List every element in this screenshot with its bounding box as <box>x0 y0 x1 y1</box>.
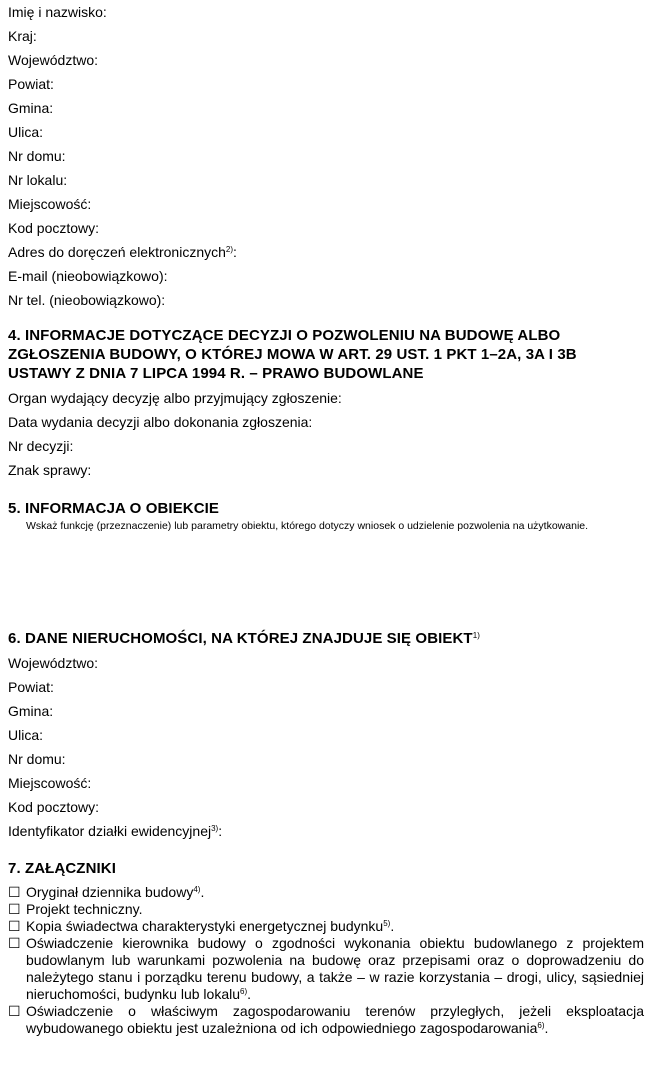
footnote-ref: 6) <box>240 987 248 996</box>
field-kod-pocztowy[interactable]: Kod pocztowy: <box>8 220 100 236</box>
section4-title: 4. INFORMACJE DOTYCZĄCE DECYZJI O POZWOLENIU NA BUDOWĘ ALBO ZGŁOSZENIA BUDOWY, O KTÓREJ MOWA W ART. 29 UST. 1 PKT 1–2A, 3A I 3B USTAWY Z DNIA 7 LIPCA 1994 R. – PRAWO BUDOWLANE <box>8 327 577 382</box>
attachment-item: ☐ Projekt techniczny. <box>8 901 143 917</box>
field-identyfikator-dzialki[interactable]: Identyfikator działki ewidencyjnej$^{3)}$: <box>8 823 223 839</box>
section7 <box>8 859 644 1037</box>
field-kod-pocztowy-nieruchomosci[interactable]: Kod pocztowy: <box>8 799 100 815</box>
footnote-ref: 4) <box>193 885 201 894</box>
field-imie-nazwisko[interactable]: Imię i nazwisko: <box>8 4 107 20</box>
footnote-ref: 2) <box>225 245 234 254</box>
field-ulica-nieruchomosci[interactable]: Ulica: <box>8 727 44 743</box>
section6 <box>8 629 644 843</box>
section5 <box>8 499 644 629</box>
section5-title: 5. INFORMACJA O OBIEKCIE <box>8 500 220 517</box>
checkbox-icon[interactable]: ☐ <box>8 884 21 900</box>
attachment-item: ☐ Kopia świadectwa charakterystyki energetycznej budynku$^{5)}$. <box>8 918 395 934</box>
section5-hint: Wskaż funkcję (przeznaczenie) lub parametry obiektu, którego dotyczy wniosek o udzielenie pozwolenia na użytkowanie. <box>26 520 589 532</box>
field-kraj[interactable]: Kraj: <box>8 28 37 44</box>
attachment-item: ☐ Oświadczenie kierownika budowy o zgodności wykonania obiektu budowlanego z projektem budowlanym lub warunkami pozwolenia na budowę oraz przepisami oraz o doprowadzeniu do należytego stanu i porządku terenu budowy, a także – w razie korzystania – drogi, ulicy, sąsiedniej nieruchomości, budynku lub lokalu$^{6)}$. <box>8 935 644 1002</box>
attachment-item: ☐ Oryginał dziennika budowy$^{4)}$. <box>8 884 205 900</box>
section4 <box>8 326 644 482</box>
field-nr-tel[interactable]: Nr tel. (nieobowiązkowo): <box>8 292 166 308</box>
field-wojewodztwo-nieruchomosci[interactable]: Województwo: <box>8 655 99 671</box>
field-adres-doreczen[interactable]: Adres do doręczeń elektronicznych$^{2)}$: <box>8 244 237 260</box>
checkbox-icon[interactable]: ☐ <box>8 1003 21 1019</box>
attachments-list <box>8 884 644 1037</box>
section5-input-area[interactable] <box>8 533 644 623</box>
attachment-item: ☐ Oświadczenie o właściwym zagospodarowaniu terenów przyległych, jeżeli eksploatacja wybudowanego obiektu jest uzależniona od ich odpowiedniego zagospodarowania$^{6)}$. <box>8 1003 644 1036</box>
field-gmina-nieruchomosci[interactable]: Gmina: <box>8 703 54 719</box>
section6-title: 6. DANE NIERUCHOMOŚCI, NA KTÓREJ ZNAJDUJE SIĘ OBIEKT$^{1)}$ <box>8 630 481 647</box>
section3-fields <box>8 0 644 312</box>
footnote-ref: 5) <box>383 919 391 928</box>
checkbox-icon[interactable]: ☐ <box>8 935 21 951</box>
footnote-ref: 6) <box>537 1021 545 1030</box>
footnote-ref: 3) <box>211 824 219 833</box>
section7-title: 7. ZAŁĄCZNIKI <box>8 860 116 877</box>
field-powiat[interactable]: Powiat: <box>8 76 54 92</box>
field-gmina[interactable]: Gmina: <box>8 100 54 116</box>
checkbox-icon[interactable]: ☐ <box>8 918 21 934</box>
field-ulica[interactable]: Ulica: <box>8 124 44 140</box>
field-powiat-nieruchomosci[interactable]: Powiat: <box>8 679 54 695</box>
field-nr-domu-nieruchomosci[interactable]: Nr domu: <box>8 751 66 767</box>
footnote-ref: 1) <box>472 631 481 640</box>
field-nr-lokalu[interactable]: Nr lokalu: <box>8 172 68 188</box>
field-organ[interactable]: Organ wydający decyzję albo przyjmujący zgłoszenie: <box>8 390 342 406</box>
field-miejscowosc-nieruchomosci[interactable]: Miejscowość: <box>8 775 92 791</box>
field-nr-decyzji[interactable]: Nr decyzji: <box>8 438 74 454</box>
field-znak-sprawy[interactable]: Znak sprawy: <box>8 462 92 478</box>
field-wojewodztwo[interactable]: Województwo: <box>8 52 99 68</box>
field-data-wydania[interactable]: Data wydania decyzji albo dokonania zgłoszenia: <box>8 414 313 430</box>
checkbox-icon[interactable]: ☐ <box>8 901 21 917</box>
field-email[interactable]: E-mail (nieobowiązkowo): <box>8 268 168 284</box>
field-nr-domu[interactable]: Nr domu: <box>8 148 66 164</box>
field-miejscowosc[interactable]: Miejscowość: <box>8 196 92 212</box>
